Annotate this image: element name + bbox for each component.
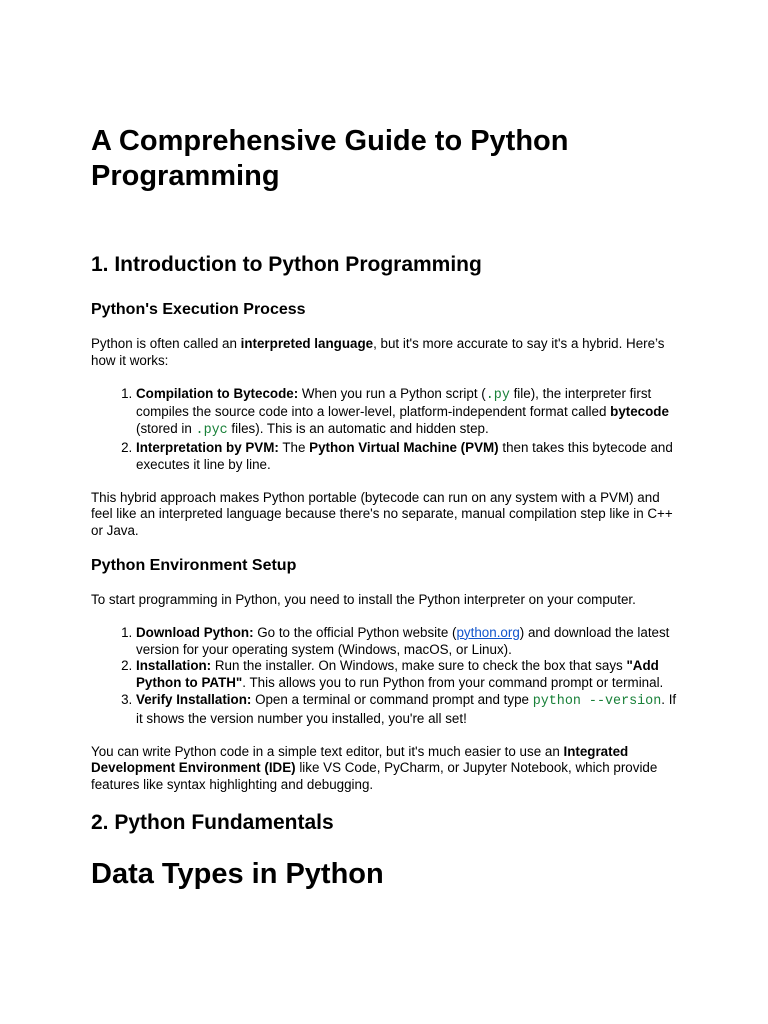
- bold-ide: Integrated Development Environment (IDE): [91, 743, 629, 776]
- list-item: 2. Interpretation by PVM: The Python Virtual Machine (PVM) then takes this bytecode and executes it line by line.: [136, 440, 678, 474]
- document-title: A Comprehensive Guide to Python Programming: [91, 125, 569, 192]
- execution-outro-paragraph: This hybrid approach makes Python portable (bytecode can run on any system with a PVM) and feel like an interpreted language because there's no separate, manual compilation step like in C++ or Java.: [91, 489, 673, 539]
- list-item: 2. Installation: Run the installer. On Windows, make sure to check the box that says "Add Python to PATH". This allows you to run Python from your command prompt or terminal.: [136, 658, 678, 692]
- list-item: 1. Compilation to Bytecode: When you run a Python script (.py file), the interpreter first compiles the source code into a lower-level, platform-independent format called bytecode (stored in .pyc files). This is an automatic and hidden step.: [136, 386, 678, 440]
- list-item: 1. Download Python: Go to the official Python website (python.org) and download the latest version for your operating system (Windows, macOS, or Linux).: [136, 625, 678, 659]
- environment-steps-list: [91, 625, 678, 728]
- environment-outro-paragraph: You can write Python code in a simple text editor, but it's much easier to use an Integrated Development Environment (IDE) like VS Code, PyCharm, or Jupyter Notebook, which provide features like syntax highlighting and debugging.: [91, 743, 658, 793]
- execution-intro-paragraph: Python is often called an interpreted language, but it's more accurate to say it's a hybrid. Here’s how it works:: [91, 336, 665, 368]
- python-org-link[interactable]: python.org: [456, 624, 520, 640]
- subheading-execution-process: Python's Execution Process: [91, 301, 306, 318]
- bold-interpreted-language: interpreted language: [240, 336, 374, 351]
- subheading-environment-setup: Python Environment Setup: [91, 556, 297, 574]
- execution-steps-list: [91, 386, 678, 474]
- inline-code: python --version: [532, 693, 662, 709]
- heading-data-types: Data Types in Python: [91, 857, 384, 890]
- section-heading-fundamentals: 2. Python Fundamentals: [91, 810, 334, 834]
- section-heading-introduction: 1. Introduction to Python Programming: [91, 253, 482, 276]
- environment-intro-paragraph: To start programming in Python, you need to install the Python interpreter on your computer.: [91, 591, 636, 607]
- inline-code: .pyc: [195, 423, 228, 439]
- list-item: 3. Verify Installation: Open a terminal or command prompt and type python --version. If it shows the version number you installed, you're all set!: [136, 692, 678, 728]
- inline-code: .py: [485, 387, 510, 403]
